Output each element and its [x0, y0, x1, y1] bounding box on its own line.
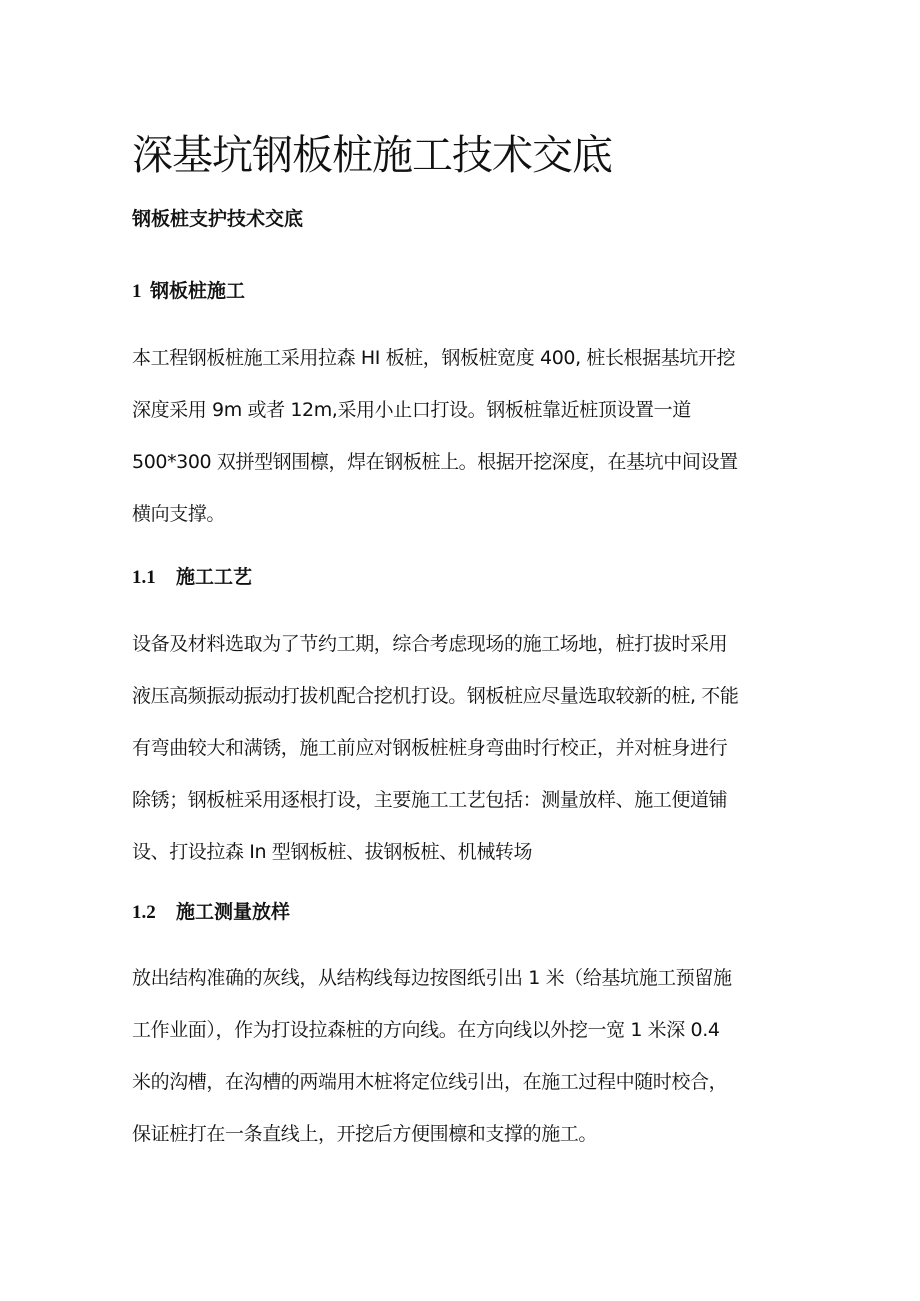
paragraph-line: 深度采用 9m 或者 12m,采用小止口打设。钢板桩靠近桩顶设置一道 — [132, 399, 691, 421]
section-title: 钢板桩施工 — [150, 280, 246, 302]
section-heading-1-1 — [132, 562, 252, 593]
paragraph-line: 除锈；钢板桩采用逐根打设，主要施工工艺包括：测量放样、施工便道铺 — [132, 789, 728, 811]
section-title: 施工工艺 — [176, 566, 253, 588]
section-heading-1-2 — [132, 897, 290, 928]
section-number: 1.1 — [132, 567, 156, 588]
paragraph-line: 有弯曲较大和满锈，施工前应对钢板桩桩身弯曲时行校正，并对桩身进行 — [132, 737, 728, 759]
paragraph-line: 工作业面），作为打设拉森桩的方向线。在方向线以外挖一宽 1 米深 0.4 — [132, 1019, 720, 1041]
paragraph-line: 设备及材料选取为了节约工期，综合考虑现场的施工场地，桩打拔时采用 — [132, 633, 728, 655]
document-subtitle: 钢板桩支护技术交底 — [132, 208, 304, 230]
section-title: 施工测量放样 — [176, 901, 291, 923]
section-heading-1 — [132, 276, 245, 307]
paragraph-line: 500*300 双拼型钢围檩，焊在钢板桩上。根据开挖深度，在基坑中间设置 — [132, 451, 738, 473]
section-paragraph-1-2 — [132, 952, 792, 1160]
paragraph-line: 设、打设拉森 In 型钢板桩、拔钢板桩、机械转场 — [132, 841, 533, 863]
section-paragraph-1 — [132, 332, 792, 540]
paragraph-line: 保证桩打在一条直线上，开挖后方便围檩和支撑的施工。 — [132, 1123, 598, 1145]
section-paragraph-1-1 — [132, 618, 792, 878]
paragraph-line: 横向支撑。 — [132, 503, 226, 525]
paragraph-line: 放出结构准确的灰线，从结构线每边按图纸引出 1 米（给基坑施工预留施 — [132, 967, 732, 989]
paragraph-line: 本工程钢板桩施工采用拉森 HI 板桩，钢板桩宽度 400, 桩长根据基坑开挖 — [132, 347, 736, 369]
section-number: 1.2 — [132, 902, 156, 923]
document-title: 深基坑钢板桩施工技术交底 — [132, 131, 612, 179]
paragraph-line: 米的沟槽，在沟槽的两端用木桩将定位线引出，在施工过程中随时校合， — [132, 1071, 728, 1093]
section-number: 1 — [132, 281, 142, 302]
paragraph-line: 液压高频振动振动打拔机配合挖机打设。钢板桩应尽量选取较新的桩, 不能 — [132, 685, 739, 707]
